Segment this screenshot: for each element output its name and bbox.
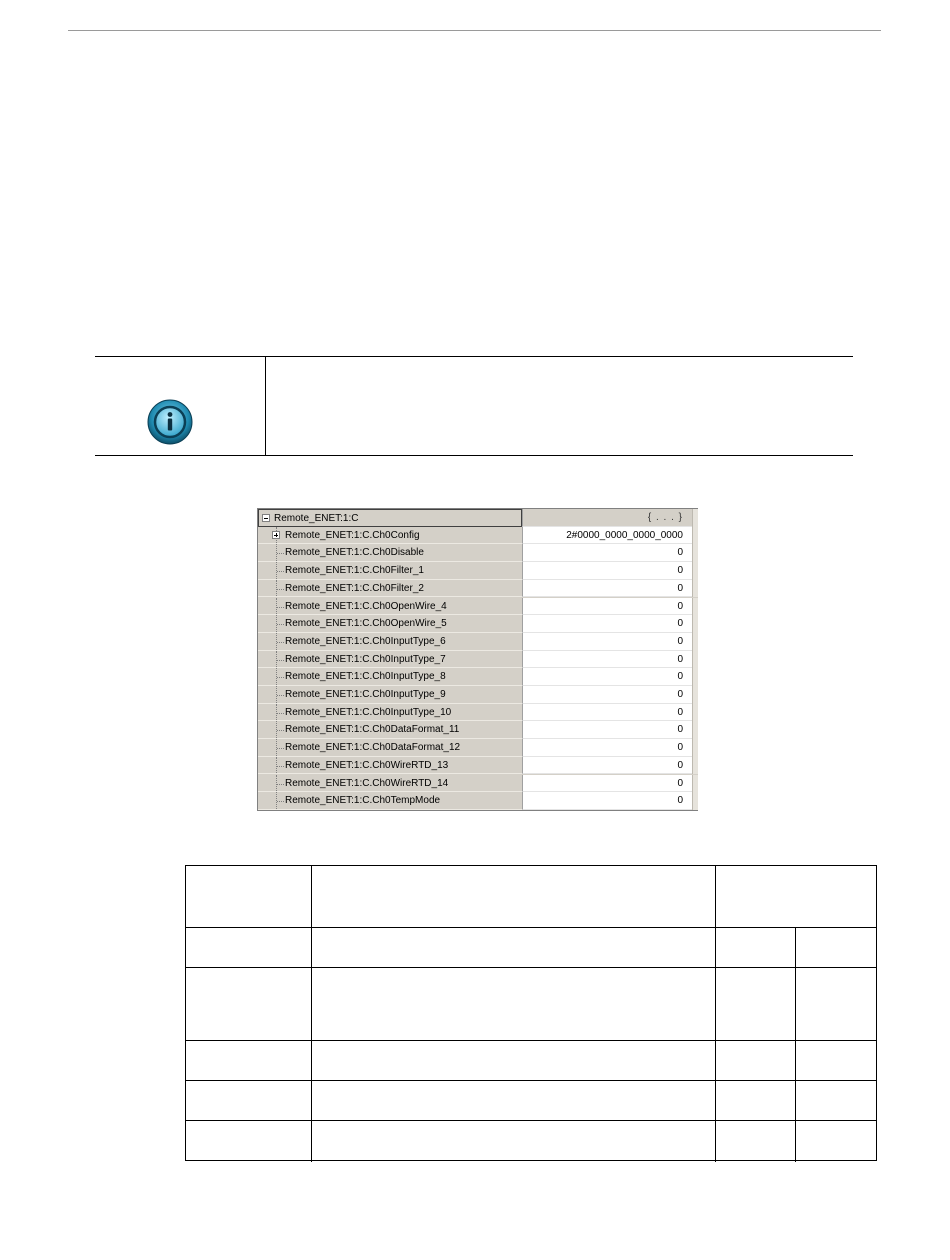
tag-row[interactable] [258, 757, 698, 775]
scroll-strip[interactable] [692, 792, 698, 810]
table-rule [186, 967, 876, 968]
tag-value[interactable]: 0 [522, 633, 692, 651]
tag-value[interactable]: 0 [522, 704, 692, 722]
tag-name: Remote_ENET:1:C.Ch0OpenWire_5 [285, 618, 447, 630]
tree-connector [277, 553, 284, 554]
scroll-strip[interactable] [692, 580, 698, 598]
scroll-strip[interactable] [692, 757, 698, 775]
tag-value[interactable]: 2#0000_0000_0000_0000 [522, 527, 692, 545]
tag-name: Remote_ENET:1:C.Ch0InputType_9 [285, 689, 446, 700]
spec-table [185, 865, 877, 1161]
tree-connector [277, 677, 284, 678]
table-rule [186, 1040, 876, 1041]
collapse-icon[interactable] [262, 514, 270, 522]
note-icon-cell [95, 357, 266, 455]
tag-value[interactable]: 0 [522, 792, 692, 810]
tag-row[interactable] [258, 598, 698, 616]
tag-tree-cell[interactable] [258, 562, 522, 580]
tag-value: { . . . } [522, 509, 692, 527]
tag-name: Remote_ENET:1:C.Ch0InputType_6 [285, 635, 446, 647]
tag-tree-cell[interactable] [258, 721, 522, 739]
tree-connector [277, 801, 284, 802]
tag-row[interactable] [258, 739, 698, 757]
tag-name: Remote_ENET:1:C.Ch0WireRTD_13 [285, 759, 449, 771]
tree-connector [277, 713, 284, 714]
scroll-strip[interactable] [692, 686, 698, 704]
table-rule [186, 927, 876, 928]
tag-row[interactable] [258, 633, 698, 651]
tag-row[interactable] [258, 651, 698, 669]
tag-name: Remote_ENET:1:C [274, 513, 359, 524]
tree-connector [277, 730, 284, 731]
tag-row[interactable] [258, 775, 698, 793]
tag-value[interactable]: 0 [522, 544, 692, 562]
tag-tree-cell[interactable] [258, 598, 522, 616]
tag-row[interactable] [258, 686, 698, 704]
table-col-rule [795, 927, 796, 1162]
tag-name: Remote_ENET:1:C.Ch0InputType_10 [285, 706, 452, 718]
tag-value[interactable]: 0 [522, 562, 692, 580]
tag-tree-cell[interactable] [258, 775, 522, 793]
tag-value[interactable]: 0 [522, 739, 692, 757]
tag-name: Remote_ENET:1:C.Ch0WireRTD_14 [285, 777, 449, 789]
tag-tree-cell[interactable] [258, 792, 522, 810]
tag-name: Remote_ENET:1:C.Ch0TempMode [285, 795, 441, 807]
tree-connector [277, 695, 284, 696]
expand-icon[interactable] [272, 531, 280, 539]
tag-tree-cell[interactable] [258, 668, 522, 686]
tag-value[interactable]: 0 [522, 668, 692, 686]
tag-tree-cell[interactable] [258, 739, 522, 757]
scroll-strip[interactable] [692, 775, 698, 793]
tag-value[interactable]: 0 [522, 615, 692, 633]
tag-name: Remote_ENET:1:C.Ch0Config [285, 529, 420, 541]
table-rule [186, 1120, 876, 1121]
tag-row[interactable] [258, 721, 698, 739]
table-col-rule [311, 866, 312, 1162]
tag-tree-cell[interactable] [258, 580, 522, 598]
tag-value[interactable]: 0 [522, 651, 692, 669]
tree-connector [277, 660, 284, 661]
tag-value[interactable]: 0 [522, 580, 692, 598]
info-icon [147, 399, 193, 445]
tag-name: Remote_ENET:1:C.Ch0DataFormat_11 [285, 724, 460, 736]
table-col-rule [715, 866, 716, 1162]
tag-name: Remote_ENET:1:C.Ch0OpenWire_4 [285, 600, 447, 612]
tag-row[interactable] [258, 668, 698, 686]
scroll-strip[interactable] [692, 633, 698, 651]
scroll-strip[interactable] [692, 615, 698, 633]
tag-name: Remote_ENET:1:C.Ch0Disable [285, 547, 424, 559]
tag-value[interactable]: 0 [522, 757, 692, 775]
tag-row[interactable] [258, 562, 698, 580]
tree-connector [277, 784, 284, 785]
tag-tree-cell[interactable] [258, 651, 522, 669]
tag-name: Remote_ENET:1:C.Ch0InputType_8 [285, 671, 446, 683]
tag-row[interactable] [258, 615, 698, 633]
header-rule [68, 30, 881, 31]
scroll-strip[interactable] [692, 668, 698, 686]
tag-name: Remote_ENET:1:C.Ch0InputType_7 [285, 653, 446, 665]
tag-tree-cell[interactable] [258, 704, 522, 722]
tag-row[interactable] [258, 544, 698, 562]
tree-connector [277, 748, 284, 749]
tag-name: Remote_ENET:1:C.Ch0Filter_2 [285, 582, 424, 594]
info-note [95, 356, 853, 456]
tag-tree-cell[interactable] [258, 527, 522, 545]
tag-row-root[interactable] [258, 509, 698, 527]
table-rule [186, 1080, 876, 1081]
tag-value[interactable]: 0 [522, 598, 692, 616]
tag-value[interactable]: 0 [522, 775, 692, 793]
tag-row[interactable] [258, 704, 698, 722]
tree-connector [277, 766, 284, 767]
tag-tree-cell[interactable] [258, 615, 522, 633]
scroll-strip[interactable] [692, 704, 698, 722]
scroll-strip[interactable] [692, 651, 698, 669]
tag-tree-cell[interactable] [258, 633, 522, 651]
tag-value[interactable]: 0 [522, 686, 692, 704]
scroll-strip[interactable] [692, 562, 698, 580]
tree-connector [277, 607, 284, 608]
tag-tree-cell[interactable] [258, 509, 522, 527]
scroll-strip[interactable] [692, 721, 698, 739]
tag-row[interactable] [258, 580, 698, 598]
tag-row[interactable] [258, 792, 698, 810]
tag-grid [257, 508, 698, 811]
tree-connector [277, 642, 284, 643]
scroll-strip[interactable] [692, 598, 698, 616]
tag-tree-cell[interactable] [258, 686, 522, 704]
scroll-strip[interactable] [692, 509, 698, 527]
tag-row[interactable] [258, 527, 698, 545]
tag-value[interactable]: 0 [522, 721, 692, 739]
scroll-strip[interactable] [692, 544, 698, 562]
note-text-cell [266, 357, 853, 455]
tag-tree-cell[interactable] [258, 544, 522, 562]
tree-connector [277, 589, 284, 590]
tag-tree-cell[interactable] [258, 757, 522, 775]
scroll-strip[interactable] [692, 527, 698, 545]
tree-connector [277, 571, 284, 572]
scroll-strip[interactable] [692, 739, 698, 757]
tree-connector [277, 624, 284, 625]
tag-name: Remote_ENET:1:C.Ch0Filter_1 [285, 565, 424, 577]
tag-name: Remote_ENET:1:C.Ch0DataFormat_12 [285, 742, 461, 754]
